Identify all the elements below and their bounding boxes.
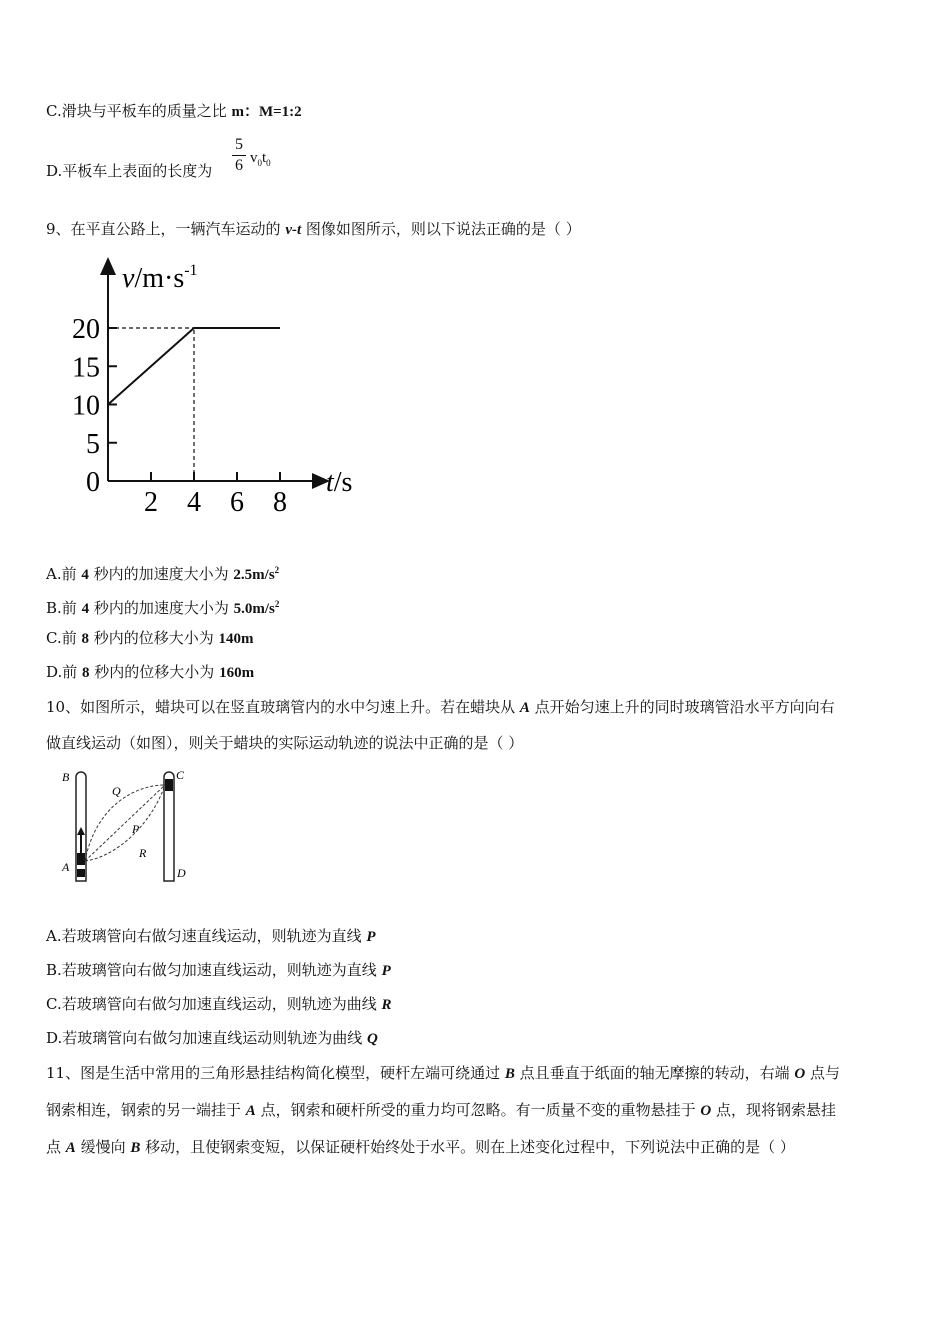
- q9-option-d: [46, 662, 254, 683]
- y-axis-label: $v/m\cdot s^{-1}$: [122, 262, 198, 294]
- stem-text: 钢索相连，钢索的另一端挂于: [46, 1101, 246, 1119]
- option-value: 5.0m/s: [233, 601, 275, 617]
- q10-option-a: [46, 926, 376, 947]
- arrow-head-icon: [77, 827, 85, 835]
- x-tick-label: 6: [230, 487, 244, 518]
- label-q: Q: [112, 784, 121, 798]
- option-value: 2.5m/s: [233, 567, 275, 583]
- option-text: B.若玻璃管向右做匀加速直线运动，则轨迹为直线: [46, 961, 382, 979]
- v-subscript: 0: [257, 158, 262, 168]
- label-p: P: [132, 822, 140, 836]
- option-text: D.平板车上表面的长度为: [46, 162, 213, 180]
- trajectory-p: [85, 785, 165, 861]
- stem-text: 缓慢向: [75, 1138, 131, 1156]
- y-tick-label: 0: [86, 467, 100, 498]
- stem-text: 10、如图所示，蜡块可以在竖直玻璃管内的水中匀速上升。若在蜡块从: [46, 698, 520, 716]
- option-text: 秒内的位移大小为: [88, 629, 219, 647]
- stem-variable: A: [245, 1103, 256, 1119]
- stem-variable: B: [130, 1140, 141, 1156]
- option-variable: P: [381, 963, 391, 979]
- q10-option-d: [46, 1028, 378, 1049]
- t-subscript: 0: [266, 158, 271, 168]
- option-superscript: 2: [274, 599, 280, 609]
- vt-chart: [60, 255, 390, 525]
- wax-block-end: [165, 779, 173, 791]
- option-text: A.若玻璃管向右做匀速直线运动，则轨迹为直线: [46, 927, 367, 945]
- stem-text: 做直线运动（如图），则关于蜡块的实际运动轨迹的说法中正确的是（ ）: [46, 734, 524, 752]
- option-text: 秒内的加速度大小为: [88, 565, 234, 583]
- stem-variable: A: [519, 700, 530, 716]
- stem-text: 点，现将钢索悬挂: [711, 1101, 836, 1119]
- stem-text: 9、在平直公路上，一辆汽车运动的: [46, 220, 286, 238]
- glass-tube-figure: [56, 765, 206, 885]
- option-text: C.若玻璃管向右做匀加速直线运动，则轨迹为曲线: [46, 995, 382, 1013]
- q10-stem-line2: [46, 733, 523, 753]
- stem-variable: B: [504, 1066, 515, 1082]
- y-tick-label: 20: [72, 314, 100, 345]
- option-text: D.若玻璃管向右做匀加速直线运动则轨迹为曲线: [46, 1029, 368, 1047]
- option-text: 秒内的加速度大小为: [89, 599, 234, 617]
- q10-stem-line1: [46, 697, 835, 718]
- option-text: B.前: [46, 599, 82, 617]
- option-number: 4: [81, 601, 90, 617]
- option-variable: P: [366, 929, 376, 945]
- option-variable: R: [381, 997, 392, 1013]
- option-number: 4: [81, 567, 89, 583]
- stem-variable: v-t: [285, 222, 302, 238]
- q8-option-c: [46, 101, 302, 122]
- option-variable: Q: [367, 1031, 378, 1047]
- q9-option-a: [46, 560, 279, 585]
- y-tick-label: 5: [86, 428, 100, 460]
- label-r: R: [139, 846, 147, 860]
- label-b: B: [62, 770, 70, 784]
- q11-stem-line3: [46, 1137, 795, 1158]
- option-value: 140m: [218, 631, 254, 647]
- option-text: C.滑块与平板车的质量之比: [46, 102, 232, 120]
- fraction-denominator: 6: [235, 157, 243, 174]
- stem-text: 11、图是生活中常用的三角形悬挂结构简化模型，硬杆左端可绕通过: [46, 1064, 505, 1082]
- label-c: C: [176, 768, 185, 782]
- q9-option-c: [46, 628, 254, 649]
- label-d: D: [177, 866, 186, 880]
- stem-variable: O: [700, 1103, 712, 1119]
- fraction-numerator: 5: [235, 136, 243, 153]
- q9-stem: [46, 219, 581, 240]
- tube-base-left: [77, 869, 85, 877]
- stem-text: 点开始匀速上升的同时玻璃管沿水平方向向右: [529, 698, 835, 716]
- q10-option-c: [46, 994, 392, 1015]
- stem-variable: A: [65, 1140, 76, 1156]
- x-tick-label: 2: [144, 487, 158, 518]
- x-tick-label: 8: [273, 487, 287, 518]
- wax-block-start: [77, 853, 85, 865]
- option-number: 8: [82, 665, 90, 681]
- stem-text: 点与: [805, 1064, 841, 1082]
- q9-option-b: [46, 594, 279, 619]
- option-number: 8: [81, 631, 89, 647]
- stem-text: 移动，且使钢索变短，以保证硬杆始终处于水平。则在上述变化过程中，下列说法中正确的是（ ）: [140, 1138, 795, 1156]
- option-text: 秒内的位移大小为: [89, 663, 220, 681]
- label-a: A: [62, 860, 70, 874]
- t-symbol: t: [262, 150, 267, 166]
- x-axis-label: t/s: [326, 467, 353, 498]
- stem-text: 点: [46, 1138, 66, 1156]
- q11-stem-line2: [46, 1100, 836, 1121]
- stem-text: 点，钢索和硬杆所受的重力均可忽略。有一质量不变的重物悬挂于: [255, 1101, 701, 1119]
- q10-option-b: [46, 960, 391, 981]
- option-superscript: 2: [274, 565, 280, 575]
- option-formula: m：M=1:2: [231, 104, 302, 120]
- q11-stem-line1: [46, 1063, 840, 1084]
- option-text: C.前: [46, 629, 82, 647]
- stem-variable: O: [794, 1066, 806, 1082]
- q8-option-d: [46, 161, 212, 181]
- y-tick-label: 15: [72, 352, 100, 384]
- v-symbol: v: [250, 150, 258, 166]
- stem-text: 点且垂直于纸面的轴无摩擦的转动，右端: [514, 1064, 795, 1082]
- x-tick-label: 4: [187, 487, 201, 518]
- v0t0-expression: [250, 150, 271, 168]
- option-text: A.前: [46, 565, 82, 583]
- option-value: 160m: [219, 665, 255, 681]
- fraction-bar: [232, 155, 246, 156]
- y-tick-label: 10: [72, 390, 100, 422]
- fraction: [232, 136, 246, 175]
- option-text: D.前: [46, 663, 83, 681]
- stem-text: 图像如图所示，则以下说法正确的是（ ）: [301, 220, 581, 238]
